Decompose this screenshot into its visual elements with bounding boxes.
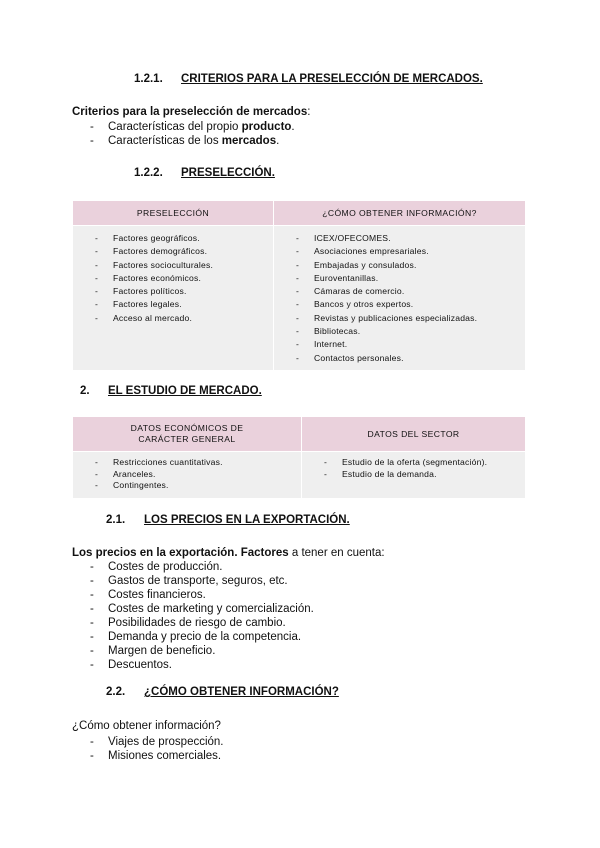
precios-intro-bold: Los precios en la exportación. Factores [72,547,289,559]
criterios-intro-bold: Criterios para la preselección de mercados [72,106,308,118]
info-list [72,735,224,763]
list-item: - Estudio de la demanda. [324,469,525,481]
list-item: - Restricciones cuantitativas. [95,457,301,469]
list-item: - Factores socioculturales. [95,259,273,272]
table-header: DATOS ECONÓMICOS DE CARÁCTER GENERAL [73,417,302,452]
list-item: - Posibilidades de riesgo de cambio. [72,616,314,630]
section-heading-1-2-2 [134,167,275,179]
section-heading-2-2 [106,686,339,698]
list-item: - Factores demográficos. [95,245,273,258]
criterios-list [72,120,295,148]
datos-sector-list [302,452,525,480]
list-item: - Contactos personales. [296,352,525,365]
precios-intro-rest: a tener en cuenta: [288,547,385,559]
list-item: - Costes de marketing y comercialización. [72,602,314,616]
section-number: 2. [80,385,90,397]
section-title: CRITERIOS PARA LA PRESELECCIÓN DE MERCADOS. [181,73,483,85]
section-number: 2.1. [106,514,126,526]
list-item: - Gastos de transporte, seguros, etc. [72,574,314,588]
list-item: - Factores legales. [95,298,273,311]
list-item: - Demanda y precio de la competencia. [72,630,314,644]
section-heading-2 [80,385,262,397]
list-item: - Internet. [296,338,525,351]
table-cell [302,452,526,499]
list-item: - Acceso al mercado. [95,312,273,325]
section-title: ¿CÓMO OBTENER INFORMACIÓN? [144,686,339,698]
information-sources-list [274,226,525,365]
section-title: LOS PRECIOS EN LA EXPORTACIÓN. [144,514,350,526]
list-item: - Viajes de prospección. [72,735,224,749]
list-item: - Estudio de la oferta (segmentación). [324,457,525,469]
datos-generales-list [73,452,301,492]
preseleccion-table [72,200,526,371]
section-heading-2-1 [106,514,350,526]
section-number: 1.2.1. [134,73,163,85]
list-item: - Euroventanillas. [296,272,525,285]
table-cell [274,226,526,371]
table-header: PRESELECCIÓN [73,201,274,226]
list-item: - Cámaras de comercio. [296,285,525,298]
section-title: PRESELECCIÓN. [181,167,275,179]
criterios-intro [72,105,310,119]
preseleccion-factors-list [73,226,273,325]
section-number: 2.2. [106,686,126,698]
list-item: - Bancos y otros expertos. [296,298,525,311]
list-item: - Margen de beneficio. [72,644,314,658]
estudio-mercado-table [72,416,526,499]
precios-factors-list [72,560,314,672]
list-item: - Bibliotecas. [296,325,525,338]
list-item: - ICEX/OFECOMES. [296,232,525,245]
section-title: EL ESTUDIO DE MERCADO. [108,385,262,397]
list-item: - Factores políticos. [95,285,273,298]
list-item: - Características de los mercados. [72,134,295,148]
list-item: - Aranceles. [95,469,301,481]
table-header: DATOS DEL SECTOR [302,417,526,452]
list-item: - Costes financieros. [72,588,314,602]
list-item: - Descuentos. [72,658,314,672]
list-item: - Factores geográficos. [95,232,273,245]
list-item: - Factores económicos. [95,272,273,285]
table-cell [73,452,302,499]
section-number: 1.2.2. [134,167,163,179]
precios-intro [72,546,385,560]
list-item: - Revistas y publicaciones especializadas. [296,312,525,325]
table-cell [73,226,274,371]
info-intro: ¿Cómo obtener información? [72,720,221,732]
list-item: - Asociaciones empresariales. [296,245,525,258]
table-header: ¿CÓMO OBTENER INFORMACIÓN? [274,201,526,226]
list-item: - Costes de producción. [72,560,314,574]
list-item: - Características del propio producto. [72,120,295,134]
section-heading-1-2-1 [134,73,483,85]
criterios-intro-rest: : [307,106,311,118]
list-item: - Contingentes. [95,480,301,492]
list-item: - Misiones comerciales. [72,749,224,763]
list-item: - Embajadas y consulados. [296,259,525,272]
